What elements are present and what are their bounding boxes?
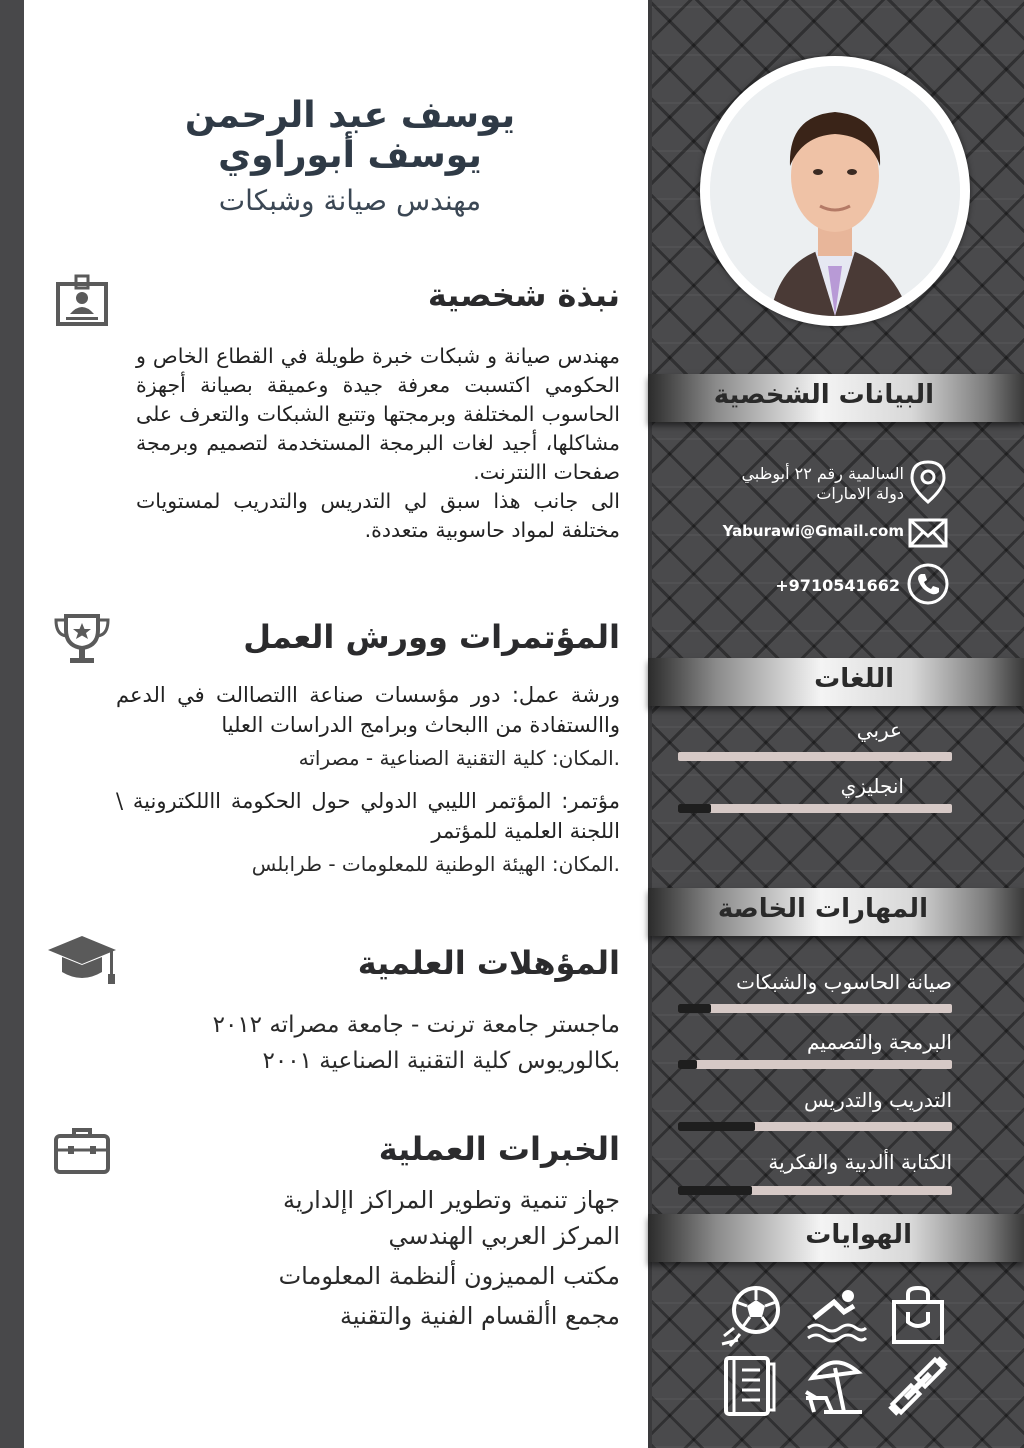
id-badge-icon — [50, 270, 114, 334]
trophy-icon — [50, 608, 114, 672]
languages-title: اللغات — [814, 664, 894, 694]
graduation-cap-icon — [46, 928, 118, 992]
mail-icon — [908, 518, 948, 548]
hobbies-title: الهوايات — [805, 1220, 912, 1250]
experience-item: مكتب المميزون ألنظمة المعلومات — [278, 1262, 620, 1290]
skill-level-bar — [678, 1122, 952, 1131]
language-level-bar-english — [678, 804, 952, 813]
experience-item: المركز العربي الهندسي — [388, 1222, 620, 1250]
dumbbell-icon — [886, 1354, 950, 1418]
shopping-bag-icon — [886, 1284, 950, 1348]
left-gutter — [0, 0, 24, 1448]
address-text — [660, 464, 904, 504]
experience-item: مجمع األقسام الفنية والتقنية — [339, 1302, 620, 1330]
conferences-section-title: المؤتمرات وورش العمل — [243, 618, 620, 656]
experience-item: جهاز تنمية وتطوير المراكز اإلدارية — [283, 1186, 620, 1214]
skill-level-fill — [678, 1122, 755, 1131]
profile-section-title: نبذة شخصية — [427, 276, 620, 314]
address-line: دولة الامارات — [816, 484, 904, 503]
skill-level-bar — [678, 1060, 952, 1069]
profile-photo — [710, 66, 960, 316]
profile-text — [136, 342, 620, 545]
profile-paragraph: مهندس صيانة و شبكات خبرة طويلة في القطاع الخاص و الحكومي اكتسبت معرفة جيدة وعميقة بصيانة أجهزة الحاسوب المختلفة وبرمجتها وتتبع الشبكات والتعرف على مشاكلها، أجيد لغات البرمجة المستخدمة لتصميم وبرمجة صفحات االنترنت. — [136, 344, 620, 484]
book-icon — [718, 1354, 782, 1418]
email-text[interactable]: Yaburawi@Gmail.com — [722, 522, 904, 540]
phone-icon — [906, 562, 950, 606]
skills-title: المهارات الخاصة — [717, 894, 928, 924]
education-section-title: المؤهلات العلمية — [357, 944, 620, 982]
conference-item-1: ورشة عمل: دور مؤسسات صناعة االتصاالت في الدعم واالستفادة من االبحاث وبرامج الدراسات العليا — [116, 683, 620, 737]
personal-data-header — [648, 374, 1024, 422]
person-name: يوسف عبد الرحمن يوسف أبوراوي — [184, 95, 516, 176]
football-icon — [720, 1284, 784, 1348]
beach-umbrella-icon — [802, 1354, 866, 1418]
skill-level-fill — [678, 1004, 711, 1013]
experience-section-title: الخبرات العملية — [378, 1130, 620, 1168]
phone-text[interactable]: +9710541662 — [775, 576, 900, 595]
address-line: السالمية رقم ٢٢ أبوظبي — [741, 464, 904, 483]
personal-data-title: البيانات الشخصية — [713, 380, 934, 410]
profile-paragraph: الى جانب هذا سبق لي التدريس والتدريب لمستويات مختلفة لمواد حاسوبية متعددة. — [136, 489, 620, 542]
skill-level-bar — [678, 1186, 952, 1195]
skill-name: صيانة الحاسوب والشبكات — [736, 970, 952, 994]
skill-level-fill — [678, 1186, 752, 1195]
hobbies-header — [648, 1214, 1024, 1262]
language-level-bar-arabic — [678, 752, 952, 761]
swimming-icon — [804, 1284, 868, 1348]
languages-header — [648, 658, 1024, 706]
skill-name: التدريب والتدريس — [804, 1088, 952, 1112]
conference-2-place: .المكان: الهيئة الوطنية للمعلومات - طرابلس — [251, 852, 620, 876]
language-name-english: انجليزي — [840, 774, 904, 798]
skill-name: البرمجة والتصميم — [806, 1030, 952, 1054]
conference-1-place: .المكان: كلية التقنية الصناعية - مصراته — [298, 746, 620, 770]
language-level-fill-english — [678, 804, 711, 813]
education-item: ماجستر جامعة ترنت - جامعة مصراته ٢٠١٢ — [212, 1012, 620, 1038]
language-name-arabic: عربي — [856, 718, 902, 742]
briefcase-icon — [52, 1120, 116, 1184]
skill-level-bar — [678, 1004, 952, 1013]
education-item: بكالوريوس كلية التقنية الصناعية ٢٠٠١ — [262, 1048, 620, 1074]
conference-item-2: مؤتمر: المؤتمر الليبي الدولي حول الحكومة االلكترونية \ اللجنة العلمية للمؤتمر — [116, 789, 620, 843]
skills-header — [648, 888, 1024, 936]
skill-name: الكتابة األدبية والفكرية — [768, 1150, 952, 1174]
skill-level-fill — [678, 1060, 697, 1069]
job-title: مهندس صيانة وشبكات — [218, 184, 482, 217]
location-pin-icon — [908, 460, 948, 504]
